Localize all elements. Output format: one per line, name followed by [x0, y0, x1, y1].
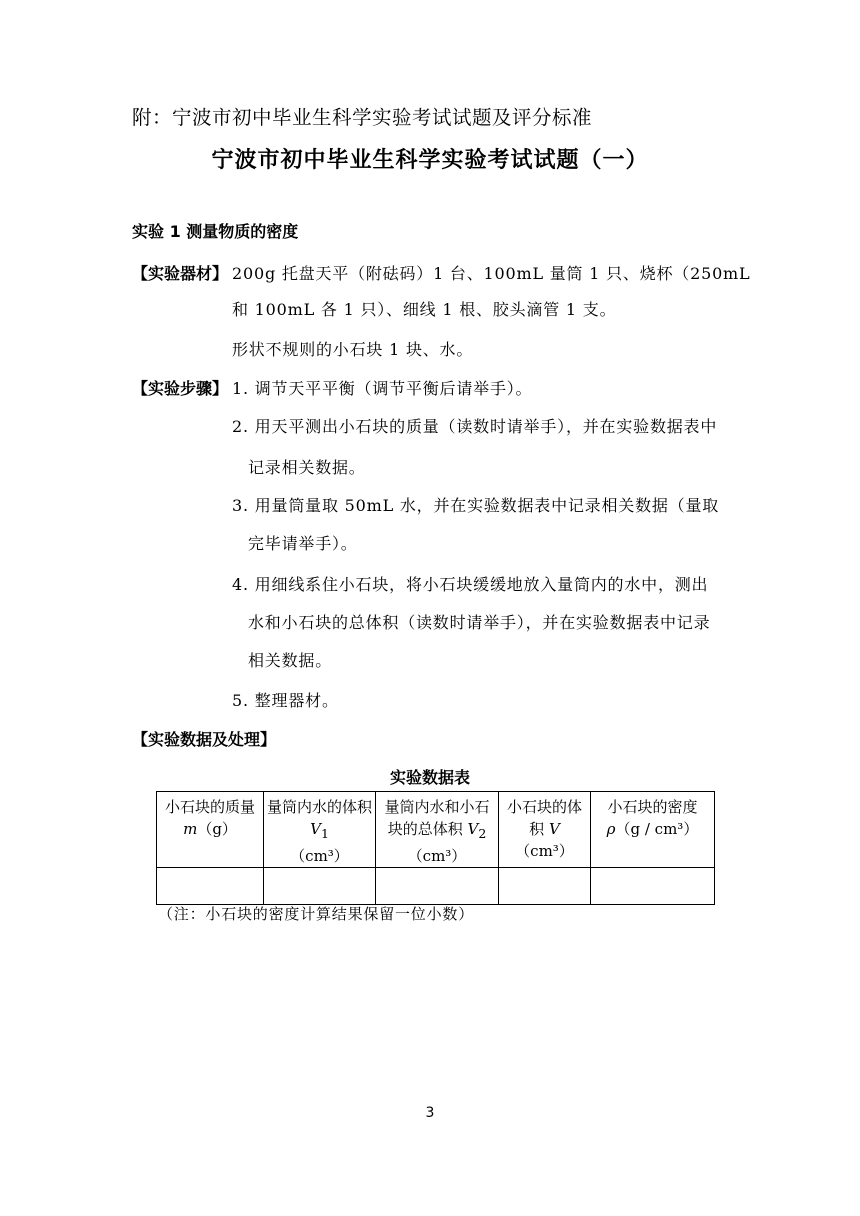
table-note: （注：小石块的密度计算结果保留一位小数）: [158, 905, 475, 923]
step-line: 1. 调节天平平衡（调节平衡后请举手）。: [232, 379, 533, 398]
materials-line: 200g 托盘天平（附砝码）1 台、100mL 量筒 1 只、烧杯（250mL: [232, 264, 751, 283]
step-line: 2. 用天平测出小石块的质量（读数时请举手），并在实验数据表中: [232, 417, 718, 436]
steps-label: 【实验步骤】: [132, 379, 229, 398]
table-header-cell: 小石块的质量 m（g）: [157, 792, 264, 868]
step-line: 3. 用量筒量取 50mL 水，并在实验数据表中记录相关数据（量取: [232, 496, 720, 515]
table-cell[interactable]: [157, 868, 264, 905]
step-line: 5. 整理器材。: [232, 691, 339, 710]
experiment-title: 实验 1 测量物质的密度: [132, 222, 299, 241]
step-line: 水和小石块的总体积（读数时请举手），并在实验数据表中记录: [248, 613, 711, 632]
materials-line: 和 100mL 各 1 只）、细线 1 根、胶头滴管 1 支。: [232, 300, 617, 319]
table-row: [157, 868, 715, 905]
table-header-cell: 小石块的密度 ρ（g / cm³）: [591, 792, 715, 868]
step-line: 4. 用细线系住小石块，将小石块缓缓地放入量筒内的水中，测出: [232, 575, 709, 594]
table-header-cell: 小石块的体积 V （cm³）: [499, 792, 591, 868]
materials-line: 形状不规则的小石块 1 块、水。: [232, 340, 474, 359]
table-cell[interactable]: [591, 868, 715, 905]
table-header-cell: 量筒内水和小石块的总体积 $V_2(cm^3)$: [376, 792, 499, 868]
appendix-title: 附：宁波市初中毕业生科学实验考试试题及评分标准: [132, 106, 593, 129]
table-cell[interactable]: [264, 868, 376, 905]
table-title: 实验数据表: [389, 768, 470, 787]
table-header-cell: 量筒内水的体积 $V_1$ （cm³）: [264, 792, 376, 868]
step-line: 记录相关数据。: [248, 458, 366, 477]
step-line: 完毕请举手）。: [248, 534, 358, 553]
page-number: 3: [425, 1105, 435, 1121]
main-title: 宁波市初中毕业生科学实验考试试题（一）: [211, 148, 649, 173]
table-cell[interactable]: [376, 868, 499, 905]
table-cell[interactable]: [499, 868, 591, 905]
materials-label: 【实验器材】: [132, 264, 229, 283]
data-section-label: 【实验数据及处理】: [132, 730, 277, 749]
data-table: [156, 791, 715, 905]
step-line: 相关数据。: [248, 651, 333, 670]
table-header-row: [157, 792, 715, 868]
